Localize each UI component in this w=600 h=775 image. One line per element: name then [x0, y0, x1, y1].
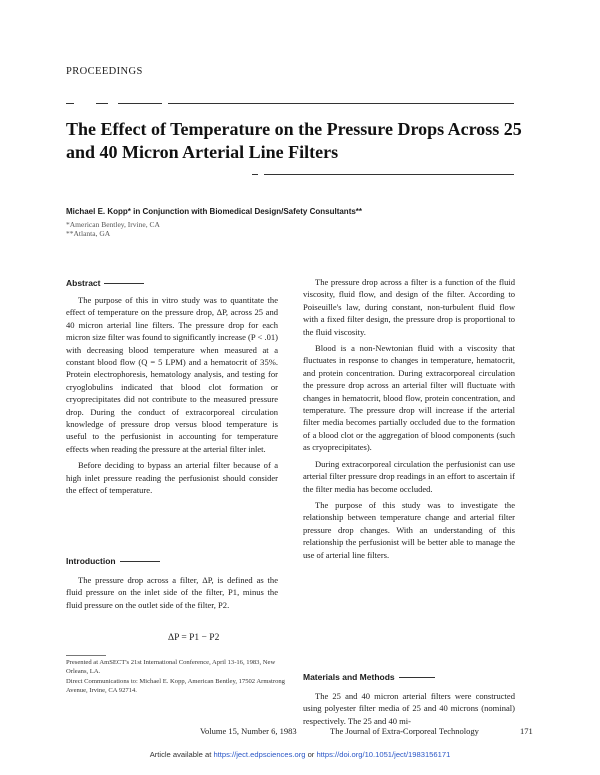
body-paragraph: Blood is a non-Newtonian fluid with a viscosity that fluctuates in response to changes in temperature, hematocrit, and protein concentration. During extracorporeal circulation the pressure drop across an arterial filter will fluctuate with changes in hematocrit, blood flow, protein concentration, and temperature. The pressure drop will increase if the arterial filter media becomes partially occluded due to the formation of a blood clot or the aggregation of blood components (such as cryoprecipitates).	[303, 343, 515, 453]
heading-rule	[104, 283, 144, 284]
footer-volume: Volume 15, Number 6, 1983	[200, 726, 297, 736]
authors: Michael E. Kopp* in Conjunction with Biomedical Design/Safety Consultants**	[66, 207, 363, 216]
introduction-heading	[66, 556, 160, 566]
download-notice-middle: or	[305, 750, 317, 759]
methods-heading-text: Materials and Methods	[303, 672, 395, 682]
introduction-body	[66, 574, 278, 615]
footnote-rule	[66, 655, 106, 656]
footer-page-number: 171	[520, 726, 533, 736]
doi-link[interactable]: https://doi.org/10.1051/ject/1983156171	[316, 750, 451, 759]
introduction-paragraph: The pressure drop across a filter, ΔP, is defined as the fluid pressure on the inlet side of the filter, P1, minus the fluid pressure on the outlet side of the filter, P2.	[66, 575, 278, 610]
pressure-drop-formula: ΔP = P1 − P2	[168, 633, 220, 643]
abstract-paragraph: Before deciding to bypass an arterial filter because of a high inlet pressure reading the perfusionist should consider the effect of temperature.	[66, 460, 278, 496]
title-rule-segment	[264, 174, 514, 175]
download-notice-prefix: Article available at	[149, 750, 214, 759]
download-notice	[0, 750, 600, 759]
affiliation: *American Bentley, Irvine, CA	[66, 220, 160, 229]
abstract-body	[66, 294, 278, 501]
introduction-heading-text: Introduction	[66, 556, 116, 566]
top-rule-segment	[118, 103, 162, 104]
heading-rule	[120, 561, 160, 562]
paper-title: The Effect of Temperature on the Pressure Drops Across 25 and 40 Micron Arterial Line Filters	[66, 119, 522, 162]
footer-journal: The Journal of Extra-Corporeal Technology	[330, 726, 479, 736]
methods-paragraph: The 25 and 40 micron arterial filters were constructed using polyester filter media of 25 and 40 microns (nominal) respectively. The 25 and 40 mi-	[303, 691, 515, 726]
body-paragraph: The pressure drop across a filter is a function of the fluid viscosity, fluid flow, and design of the filter. According to Poiseuille's law, during constant, non-turbulent fluid flow with a fixed filter design, the pressure drop is proportional to the fluid viscosity.	[303, 277, 515, 337]
abstract-paragraph: The purpose of this in vitro study was to quantitate the effect of temperature on the pressure drop, ΔP, across 25 and 40 micron arterial line filters. The pressure drop for each micron size filter was found to significantly increase (P < .01) with decreasing blood temperature when measured at a constant blood flow (Q = 5 LPM) and a hematocrit of 35%. Protein electrophoresis, hematology analysis, and testing for cryoglobulins indicated that blood clot formation or cryoprecipitates did not contribute to the measured pressure drop. During the conduct of extracorporeal circulation knowledge of pressure drop versus blood temperature is useful to the perfusionist in accounting for temperature effects when reading the pressure at the arterial filter inlet.	[66, 295, 278, 454]
footnote: Direct Communications to: Michael E. Kopp, American Bentley, 17502 Armstrong Avenue, Irvine, CA 92714.	[66, 678, 285, 694]
methods-heading	[303, 672, 435, 682]
title-rule-segment	[252, 174, 258, 175]
abstract-heading-text: Abstract	[66, 278, 101, 288]
top-rule-segment	[66, 103, 74, 104]
body-paragraph: The purpose of this study was to investigate the relationship between temperature change and arterial filter pressure drop changes. With an understanding of this relationship the perfusionist will be better able to manage the use of arterial line filters.	[303, 499, 515, 560]
body-paragraph: During extracorporeal circulation the perfusionist can use arterial filter pressure drop readings in an effort to ascertain if the filter media has become occluded.	[303, 458, 515, 494]
heading-rule	[399, 677, 435, 678]
running-head: PROCEEDINGS	[66, 66, 143, 77]
footnote: Presented at AmSECT's 21st International Conference, April 13-16, 1983, New Orleans, LA.	[66, 659, 276, 675]
top-rule-segment	[168, 103, 514, 104]
abstract-heading	[66, 278, 144, 288]
journal-site-link[interactable]: https://ject.edpsciences.org	[213, 750, 306, 759]
affiliation: **Atlanta, GA	[66, 229, 111, 238]
right-column-body	[303, 276, 515, 565]
top-rule-segment	[96, 103, 108, 104]
